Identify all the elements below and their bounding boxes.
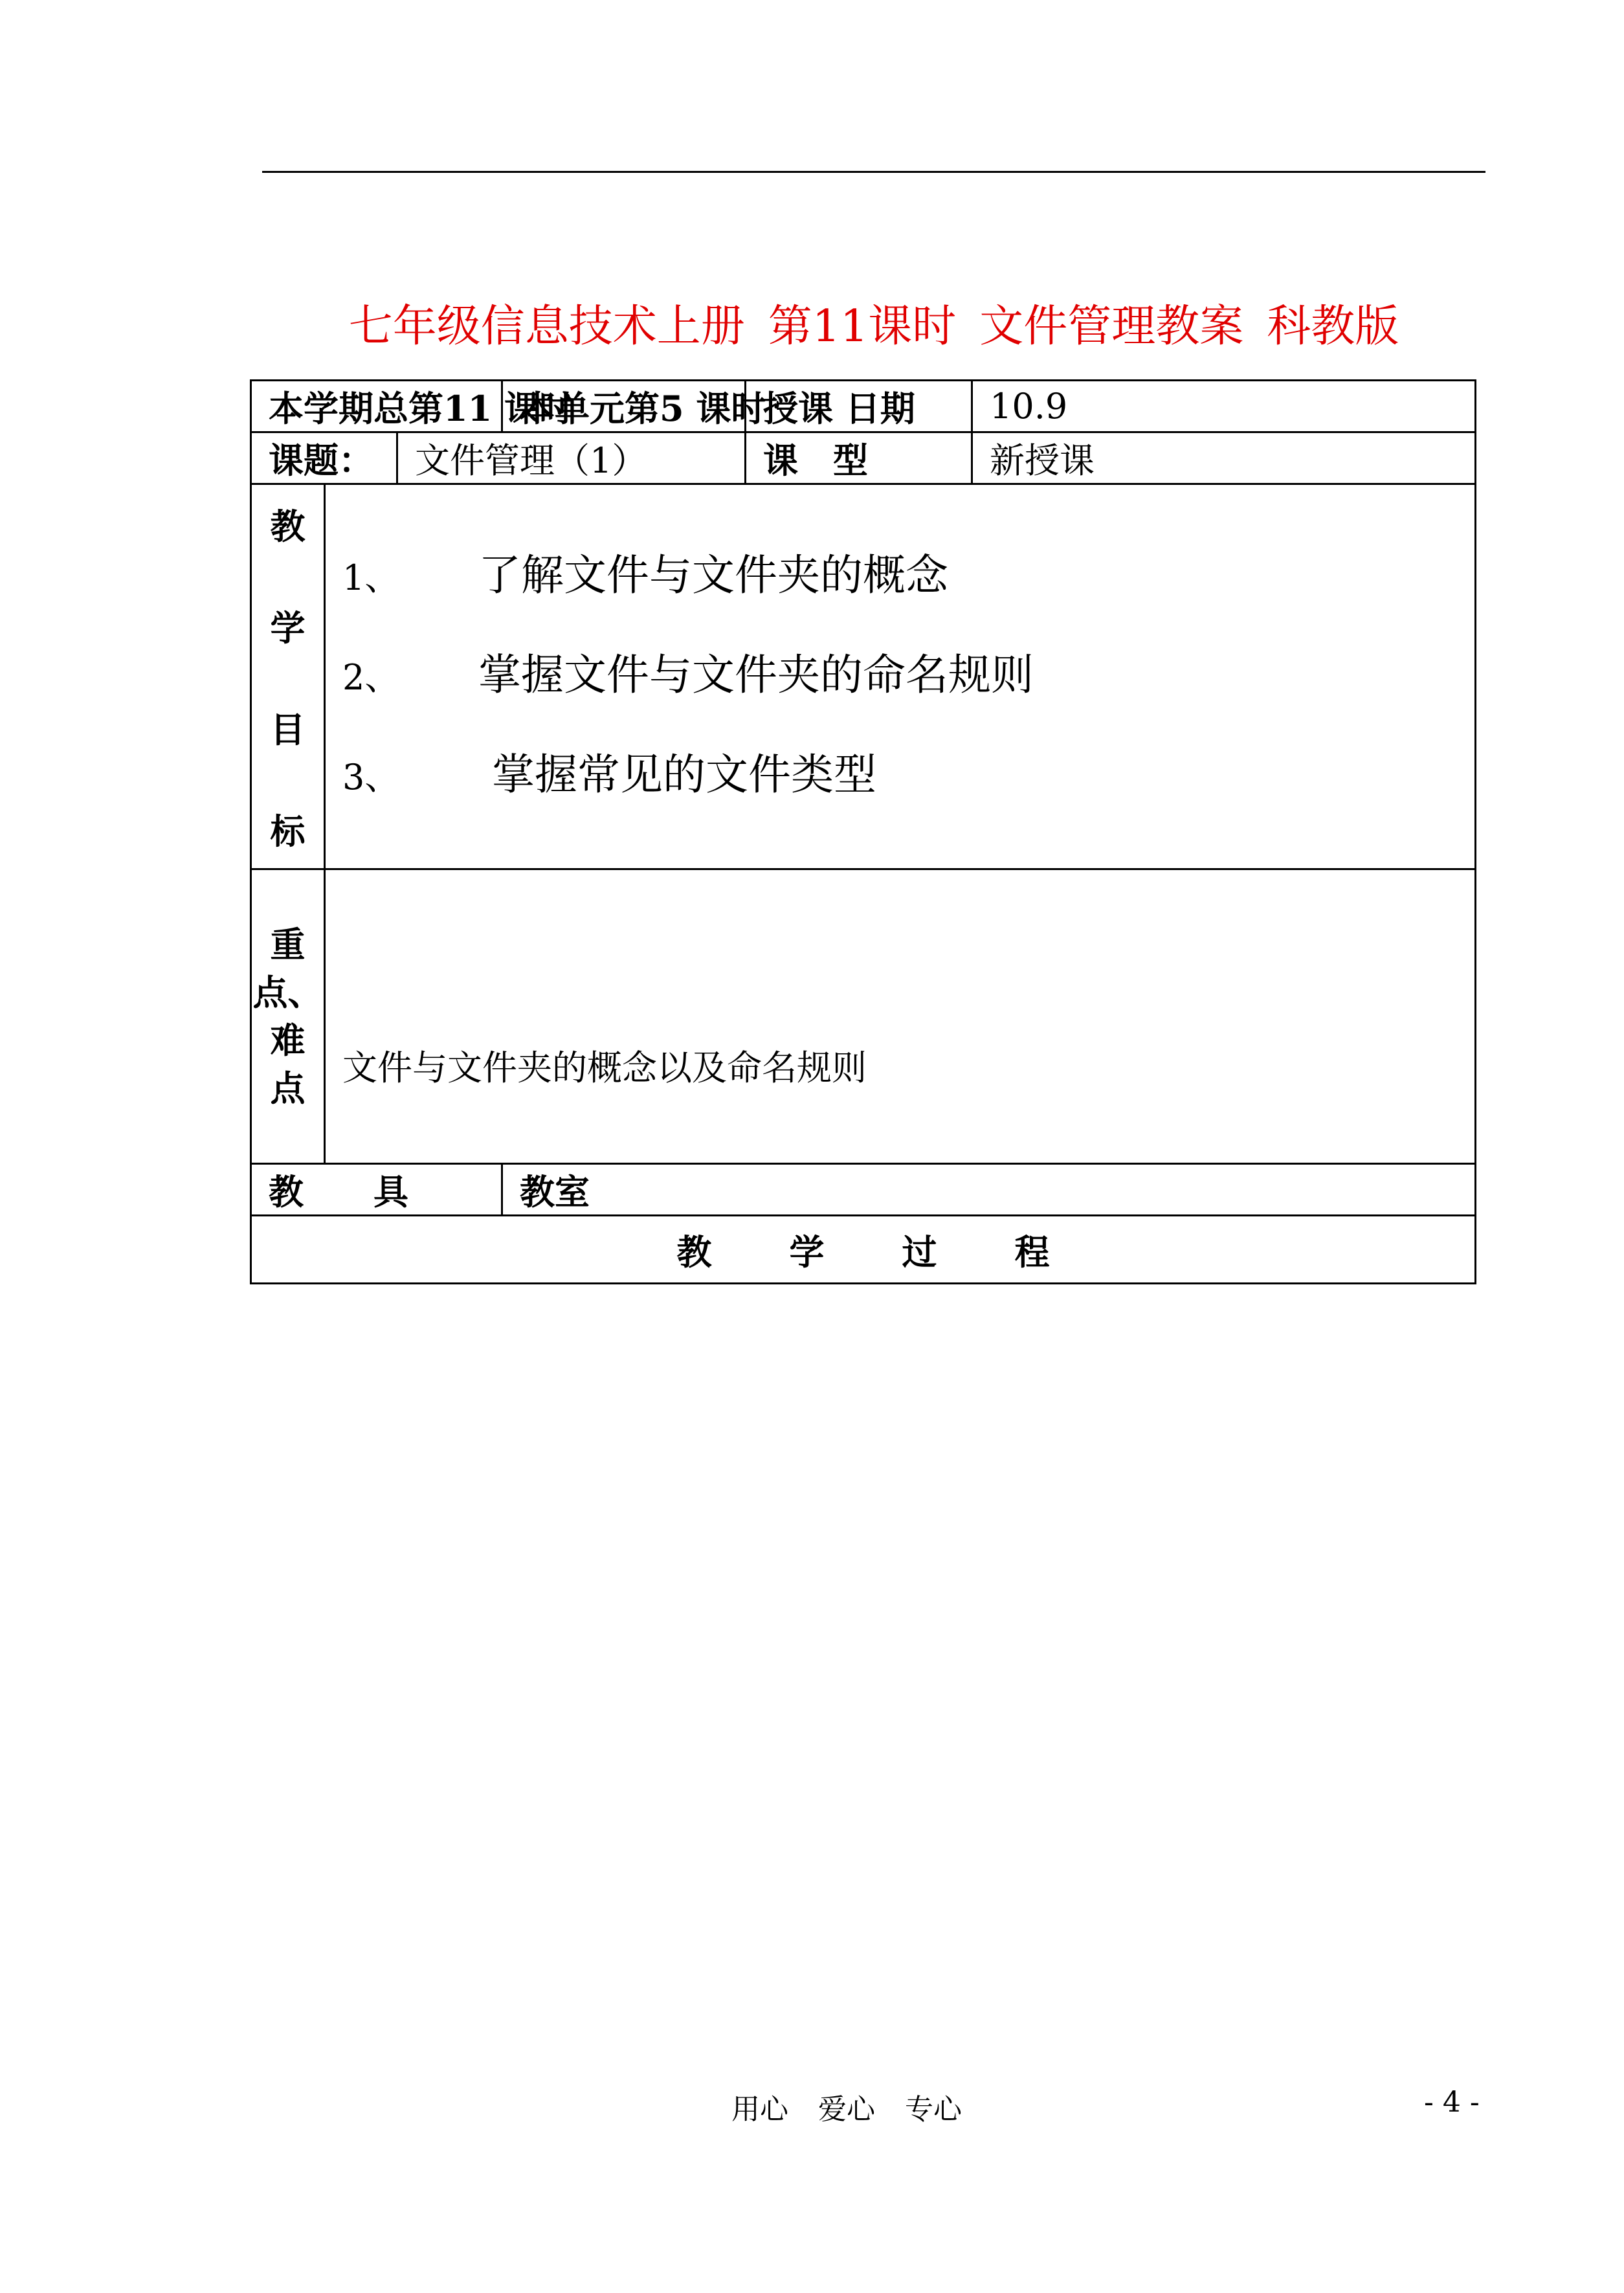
lesson-plan-table [250, 379, 1476, 1284]
key-points-label-char: 重 [270, 924, 306, 965]
process-heading-cell [251, 1216, 1476, 1284]
objective-text: 掌握常见的文件类型 [478, 750, 876, 800]
list-item [342, 726, 1458, 826]
objectives-label-cell [251, 484, 325, 869]
title-part-edition: 科教版 [1267, 301, 1399, 352]
title-part-lesson: 第11课时 [768, 301, 957, 352]
objectives-label-char: 目 [270, 709, 306, 750]
process-heading-char: 程 [1014, 1231, 1050, 1273]
type-label-cell: 课 型 [746, 432, 972, 484]
table-row-lesson-info [251, 381, 1476, 432]
table-row-tools [251, 1164, 1476, 1216]
tools-value-cell: 教室 [502, 1164, 1476, 1216]
objectives-list [342, 527, 1458, 826]
title-part-topic: 文件管理教案 [979, 301, 1244, 352]
header-rule [262, 171, 1485, 173]
footer-motto-word: 爱心 [818, 2093, 875, 2126]
total-lesson-cell: 本学期总第11 课时 [251, 381, 502, 432]
footer-motto-word: 用心 [731, 2093, 788, 2126]
unit-lesson-cell: 本单元第5 课时 [502, 381, 746, 432]
objectives-content-cell [325, 484, 1476, 869]
footer-motto [731, 2086, 992, 2127]
table-row-process [251, 1216, 1476, 1284]
list-item [342, 627, 1458, 726]
objective-number: 3、 [342, 757, 400, 798]
process-heading-char: 教 [676, 1231, 712, 1273]
table-row-key-points [251, 869, 1476, 1164]
process-heading-char: 过 [902, 1231, 937, 1273]
document-title [252, 295, 1495, 359]
objectives-label-char: 学 [270, 607, 306, 649]
type-value-cell: 新授课 [972, 432, 1476, 484]
table-row-topic [251, 432, 1476, 484]
date-value-cell: 10.9 [972, 381, 1476, 432]
page-number: - 4 - [1424, 2086, 1480, 2119]
objectives-label-char: 教 [270, 506, 306, 547]
list-item [342, 527, 1458, 627]
topic-label-cell: 课题： [251, 432, 397, 484]
date-label-cell: 授课 日期 [746, 381, 972, 432]
table-row-objectives [251, 484, 1476, 869]
key-points-content-cell: 文件与文件夹的概念以及命名规则 [325, 869, 1476, 1164]
key-points-label-char: 难 [270, 1020, 306, 1061]
objective-number: 2、 [342, 657, 400, 698]
process-heading-char: 学 [789, 1231, 825, 1273]
objective-text: 了解文件与文件夹的概念 [478, 550, 948, 600]
topic-value-cell: 文件管理（1） [397, 432, 746, 484]
tools-label-cell: 教 具 [251, 1164, 502, 1216]
key-points-label-char: 点 [270, 1068, 306, 1109]
key-points-label-char: 点、 [252, 972, 323, 1013]
footer-motto-word: 专心 [905, 2093, 962, 2126]
title-part-grade: 七年级信息技术上册 [348, 301, 745, 352]
objectives-label-char: 标 [270, 811, 306, 852]
objective-number: 1、 [342, 557, 400, 598]
key-points-label-cell [251, 869, 325, 1164]
objective-text: 掌握文件与文件夹的命名规则 [478, 650, 1034, 700]
